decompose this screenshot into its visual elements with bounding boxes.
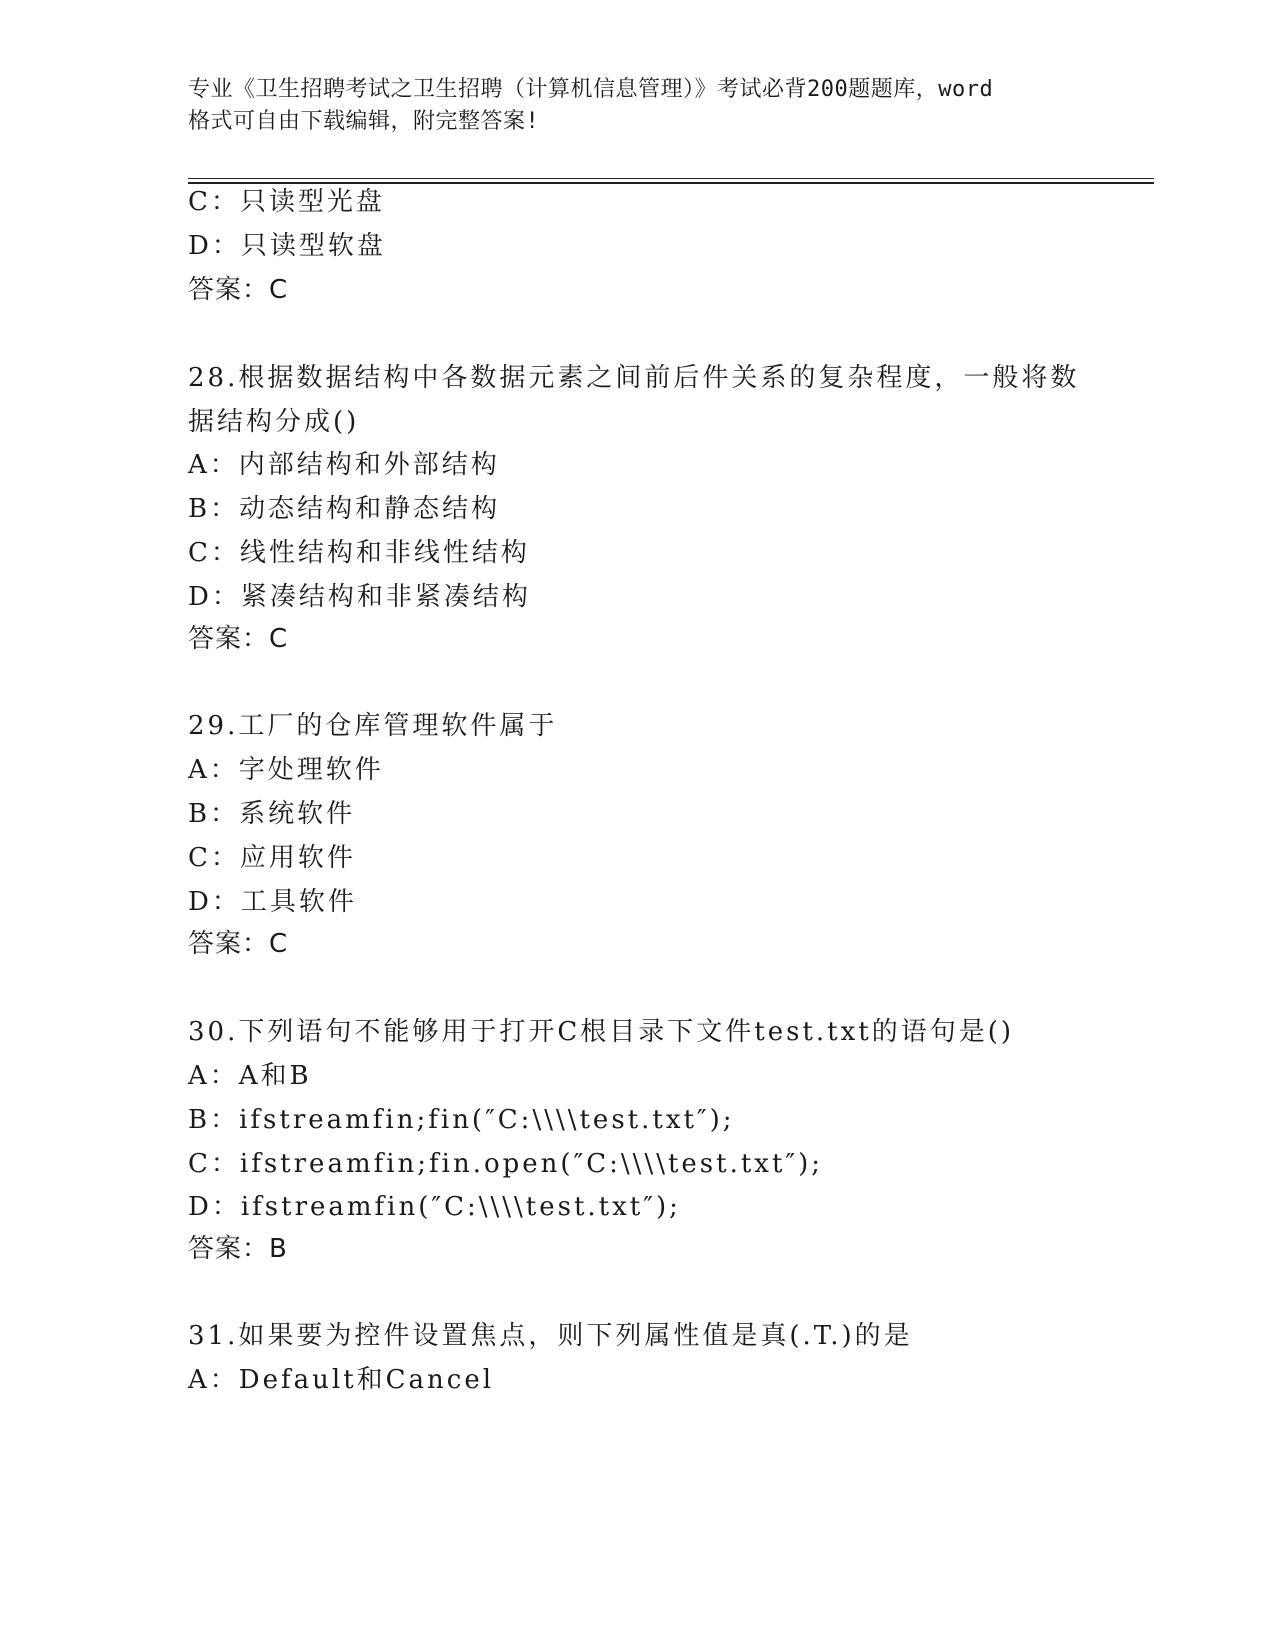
q28-stem-line-2: 据结构分成() [188, 407, 360, 437]
q30-option-b: B：ifstreamfin;fin(″C:\\\\test.txt″); [188, 1105, 735, 1135]
q30-answer: 答案：B [188, 1234, 288, 1264]
q28-option-b: B：动态结构和静态结构 [188, 494, 501, 524]
q27-option-c: C：只读型光盘 [188, 187, 385, 217]
q29-option-d: D：工具软件 [188, 887, 357, 917]
q29-stem: 29.工厂的仓库管理软件属于 [188, 711, 558, 741]
q27-option-d: D：只读型软盘 [188, 231, 386, 261]
q30-option-a: A：A和B [188, 1061, 312, 1091]
q28-stem-line-1: 28.根据数据结构中各数据元素之间前后件关系的复杂程度，一般将数 [188, 363, 1080, 393]
q27-answer: 答案：C [188, 275, 289, 305]
q31-stem: 31.如果要为控件设置焦点，则下列属性值是真(.T.)的是 [188, 1321, 913, 1351]
q28-option-a: A：内部结构和外部结构 [188, 450, 500, 480]
q28-option-d: D：紧凑结构和非紧凑结构 [188, 582, 531, 612]
header-divider-thin [188, 178, 1154, 179]
q29-option-c: C：应用软件 [188, 843, 356, 873]
q30-option-c: C：ifstreamfin;fin.open(″C:\\\\test.txt″); [188, 1149, 824, 1179]
q29-option-b: B：系统软件 [188, 799, 356, 829]
header-line-1: 专业《卫生招聘考试之卫生招聘（计算机信息管理）》考试必背200题题库，word [188, 77, 994, 102]
q29-answer: 答案：C [188, 929, 289, 959]
q30-stem: 30.下列语句不能够用于打开C根目录下文件test.txt的语句是() [188, 1017, 1014, 1047]
q30-option-d: D：ifstreamfin(″C:\\\\test.txt″); [188, 1192, 681, 1222]
q28-option-c: C：线性结构和非线性结构 [188, 538, 530, 568]
q31-option-a: A：Default和Cancel [188, 1365, 495, 1395]
document-header [188, 74, 1088, 138]
header-line-2: 格式可自由下载编辑，附完整答案! [188, 109, 540, 134]
q28-answer: 答案：C [188, 624, 289, 654]
q29-option-a: A：字处理软件 [188, 755, 384, 785]
